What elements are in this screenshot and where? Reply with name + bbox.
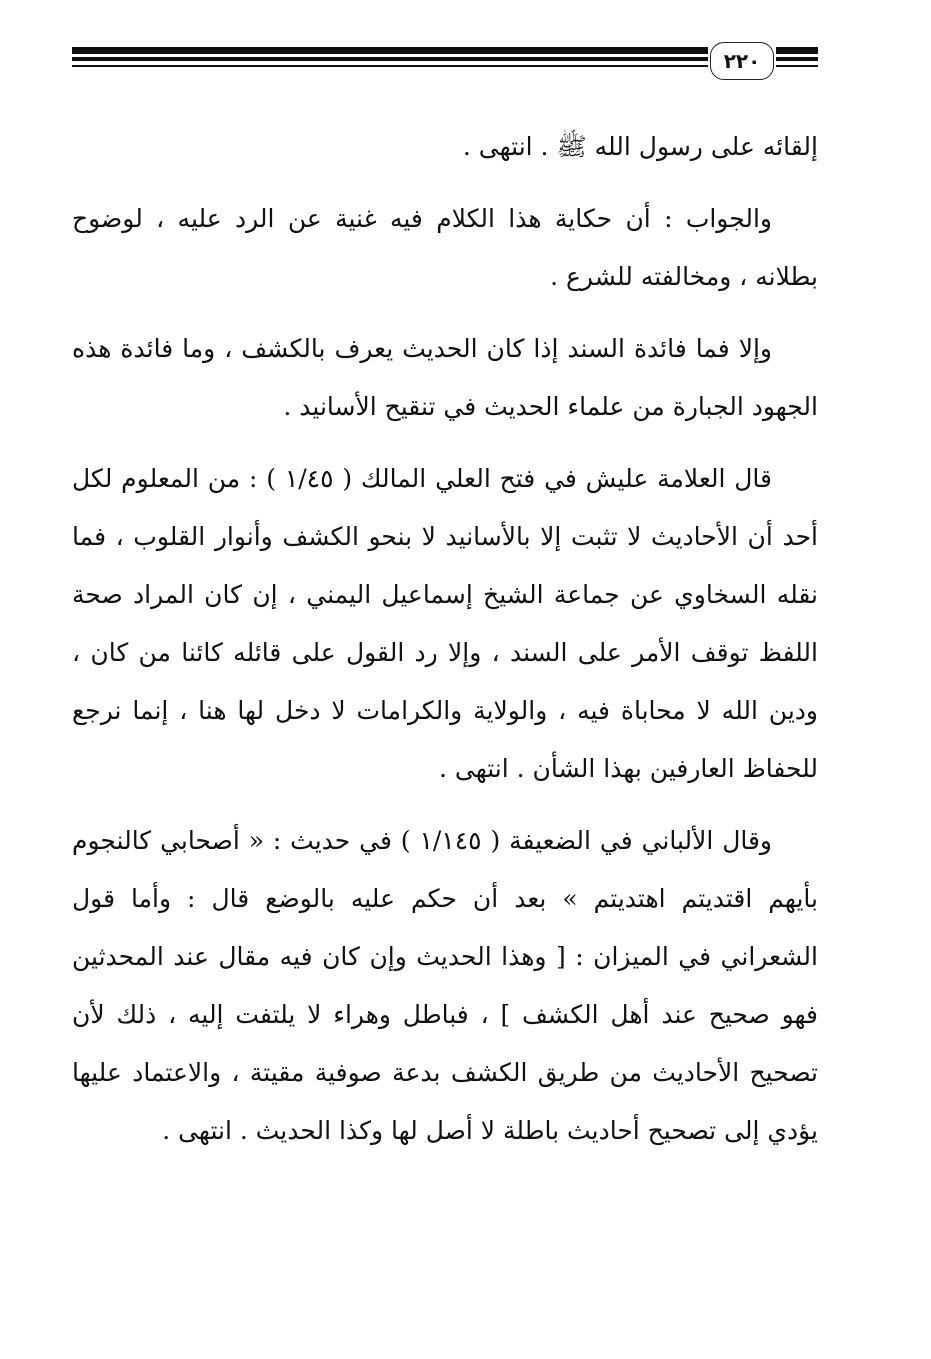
page-header (72, 42, 818, 82)
header-rule-thick (72, 47, 708, 54)
paragraph-illaysh-quote: قال العلامة عليش في فتح العلي المالك ( ١/٤٥ ) : من المعلوم لكل أحد أن الأحاديث لا تثبت إلا بالأسانيد لا بنحو الكشف وأنوار القلوب ، فما نقله السخاوي عن جماعة الشيخ إسماعيل اليمني ، إن كان المراد صحة اللفظ توقف الأمر على السند ، وإلا رد القول على قائله كائنا من كان ، ودين الله لا محاباة فيه ، والولاية والكرامات لا دخل لها هنا ، إنما نرجع للحفاظ العارفين بهذا الشأن . انتهى . (72, 464, 818, 783)
paragraph-albani-quote: وقال الألباني في الضعيفة ( ١/١٤٥ ) في حديث : « أصحابي كالنجوم بأيهم اقتديتم اهتديتم » بعد أن حكم عليه بالوضع قال : وأما قول الشعراني في الميزان : [ وهذا الحديث وإن كان فيه مقال عند المحدثين فهو صحيح عند أهل الكشف ] ، فباطل وهراء لا يلتفت إليه ، ذلك لأن تصحيح الأحاديث من طريق الكشف بدعة صوفية مقيتة ، والاعتماد عليها يؤدي إلى تصحيح أحاديث باطلة لا أصل لها وكذا الحديث . انتهى . (72, 826, 818, 1145)
paragraph-answer: والجواب : أن حكاية هذا الكلام فيه غنية عن الرد عليه ، لوضوح بطلانه ، ومخالفته للشرع . (72, 204, 818, 291)
header-rule-right-mid (776, 57, 818, 61)
page-number: ٢٢٠ (710, 42, 774, 80)
header-rule-right (776, 47, 818, 67)
header-rule-right-thin (776, 65, 818, 67)
header-rule-right-thick (776, 47, 818, 54)
header-rule-mid (72, 57, 708, 61)
paragraph-isnad-benefit: وإلا فما فائدة السند إذا كان الحديث يعرف بالكشف ، وما فائدة هذه الجهود الجبارة من علماء الحديث في تنقيح الأسانيد . (72, 334, 818, 421)
header-rule-thin (72, 65, 708, 67)
paragraph-continuation: إلقائه على رسول الله ﷺ . انتهى . (462, 132, 818, 161)
page-body (72, 118, 818, 1174)
header-rule-left (72, 47, 708, 67)
